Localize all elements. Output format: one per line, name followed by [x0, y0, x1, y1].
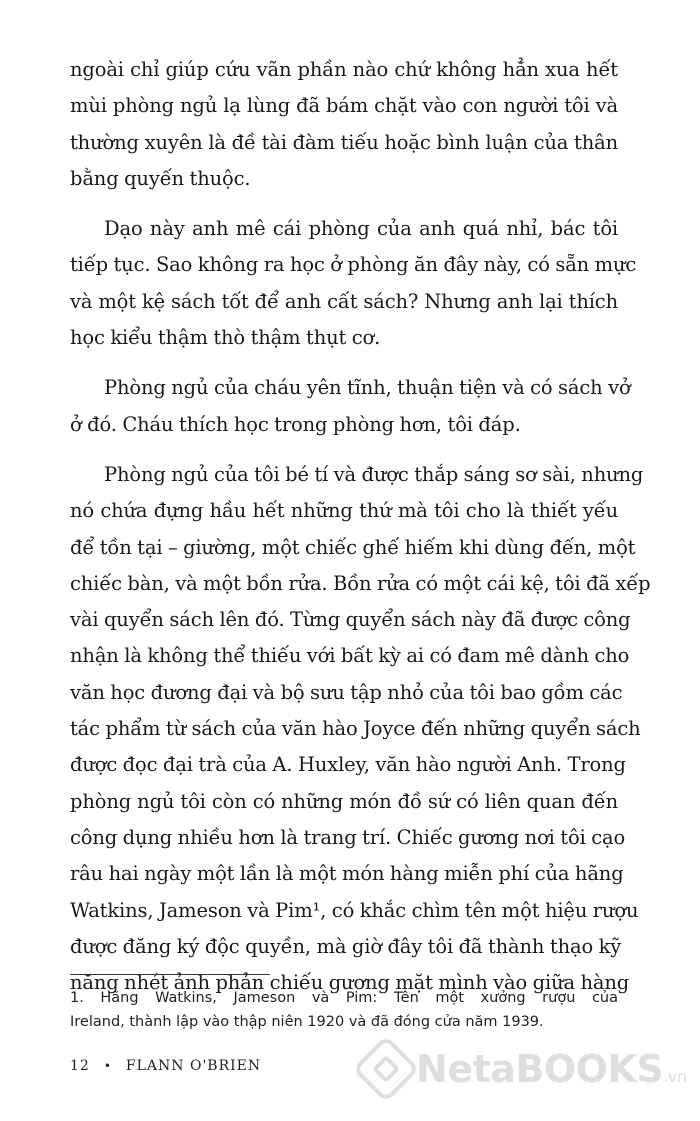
text-line: tiếp tục. Sao không ra học ở phòng ăn đây này, có sẵn mực — [70, 253, 637, 277]
page-number: 12 — [70, 1058, 90, 1074]
text-line: nó chứa đựng hầu hết những thứ mà tôi cho là thiết yếu — [70, 499, 618, 523]
text-line: ngoài chỉ giúp cứu vãn phần nào chứ không hẳn xua hết — [70, 58, 618, 81]
text-line: năng nhét ảnh phản chiếu gương mặt mình vào giữa hàng — [70, 971, 630, 995]
footnote-divider — [70, 974, 270, 975]
running-footer — [70, 1058, 261, 1074]
watermark-logo — [362, 1045, 686, 1093]
text-line: ở đó. Cháu thích học trong phòng hơn, tôi đáp. — [70, 412, 521, 436]
text-line: râu hai ngày một lần là một món hàng miễn phí của hãng — [70, 862, 624, 886]
text-line: để tồn tại – giường, một chiếc ghế hiếm khi dùng đến, một — [70, 535, 636, 559]
text-line: nhận là không thể thiếu với bất kỳ ai có đam mê dành cho — [70, 644, 630, 668]
footer-separator: • — [103, 1059, 112, 1073]
text-line: và một kệ sách tốt để anh cất sách? Nhưng anh lại thích — [70, 289, 618, 313]
watermark-text: NetaBOOKS.vn — [416, 1047, 687, 1091]
footnote — [70, 986, 618, 1034]
text-line: vài quyển sách lên đó. Từng quyển sách này đã được công — [70, 608, 631, 632]
text-line: Phòng ngủ của cháu yên tĩnh, thuận tiện và có sách vở — [104, 376, 631, 400]
paragraph — [70, 211, 637, 356]
text-line: bằng quyến thuộc. — [70, 166, 251, 190]
netabooks-logo-icon — [352, 1035, 420, 1103]
text-line: thường xuyên là đề tài đàm tiếu hoặc bình luận của thân — [70, 130, 618, 154]
text-line: được đọc đại trà của A. Huxley, văn hào người Anh. Trong — [70, 753, 626, 777]
text-line: được đăng ký độc quyền, mà giờ đây tôi đã thành thạo kỹ — [70, 934, 622, 958]
paragraph — [70, 457, 651, 1001]
author-name: FLANN O'BRIEN — [125, 1058, 262, 1074]
text-line: Phòng ngủ của tôi bé tí và được thắp sáng sơ sài, nhưng — [104, 462, 644, 486]
text-line: chiếc bàn, và một bồn rửa. Bồn rửa có một cái kệ, tôi đã xếp — [70, 571, 651, 595]
footnote-line: 1. Hãng Watkins, Jameson và Pim: Tên một xưởng rượu của — [70, 990, 618, 1006]
text-line: văn học đương đại và bộ sưu tập nhỏ của tôi bao gồm các — [70, 680, 623, 704]
text-line: Dạo này anh mê cái phòng của anh quá nhỉ, bác tôi — [104, 217, 618, 241]
footnote-line: Ireland, thành lập vào thập niên 1920 và đã đóng cửa năm 1939. — [70, 1014, 544, 1030]
text-line: học kiểu thậm thò thậm thụt cơ. — [70, 326, 381, 350]
text-line: phòng ngủ tôi còn có những món đồ sứ có liên quan đến — [70, 789, 618, 813]
text-line: công dụng nhiều hơn là trang trí. Chiếc gương nơi tôi cạo — [70, 825, 626, 849]
page-body — [70, 52, 651, 1015]
text-line: tác phẩm từ sách của văn hào Joyce đến những quyển sách — [70, 717, 641, 741]
text-line: Watkins, Jameson và Pim¹, có khắc chìm tên một hiệu rượu — [70, 898, 639, 922]
paragraph — [70, 370, 631, 443]
text-line: mùi phòng ngủ lạ lùng đã bám chặt vào con người tôi và — [70, 94, 618, 118]
paragraph — [70, 52, 618, 197]
